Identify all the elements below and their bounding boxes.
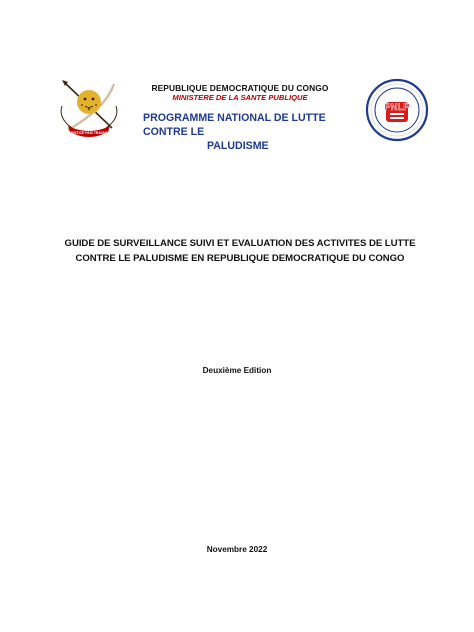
programme-name bbox=[143, 111, 368, 153]
country-name: REPUBLIQUE DEMOCRATIQUE DU CONGO bbox=[151, 83, 329, 93]
svg-text:JUSTICE PAIX TRAVAIL: JUSTICE PAIX TRAVAIL bbox=[69, 131, 109, 135]
pnlp-logo bbox=[365, 78, 429, 142]
document-title-line-1: GUIDE DE SURVEILLANCE SUIVI ET EVALUATION DES ACTIVITES DE LUTTE bbox=[64, 238, 416, 249]
ministry-name: MINISTERE DE LA SANTE PUBLIQUE bbox=[172, 93, 308, 102]
programme-line-2: PALUDISME bbox=[207, 140, 269, 152]
pnlp-logo-text: PNLP bbox=[384, 102, 410, 113]
programme-line-1: PROGRAMME NATIONAL DE LUTTE CONTRE LE bbox=[143, 112, 326, 138]
document-title bbox=[50, 236, 430, 266]
document-title-line-2: CONTRE LE PALUDISME EN REPUBLIQUE DEMOCRATIQUE DU CONGO bbox=[75, 253, 405, 264]
header-block bbox=[120, 83, 360, 103]
edition-label: Deuxième Edition bbox=[202, 366, 272, 375]
publication-date: Novembre 2022 bbox=[206, 545, 268, 554]
coat-of-arms-logo bbox=[54, 78, 124, 144]
